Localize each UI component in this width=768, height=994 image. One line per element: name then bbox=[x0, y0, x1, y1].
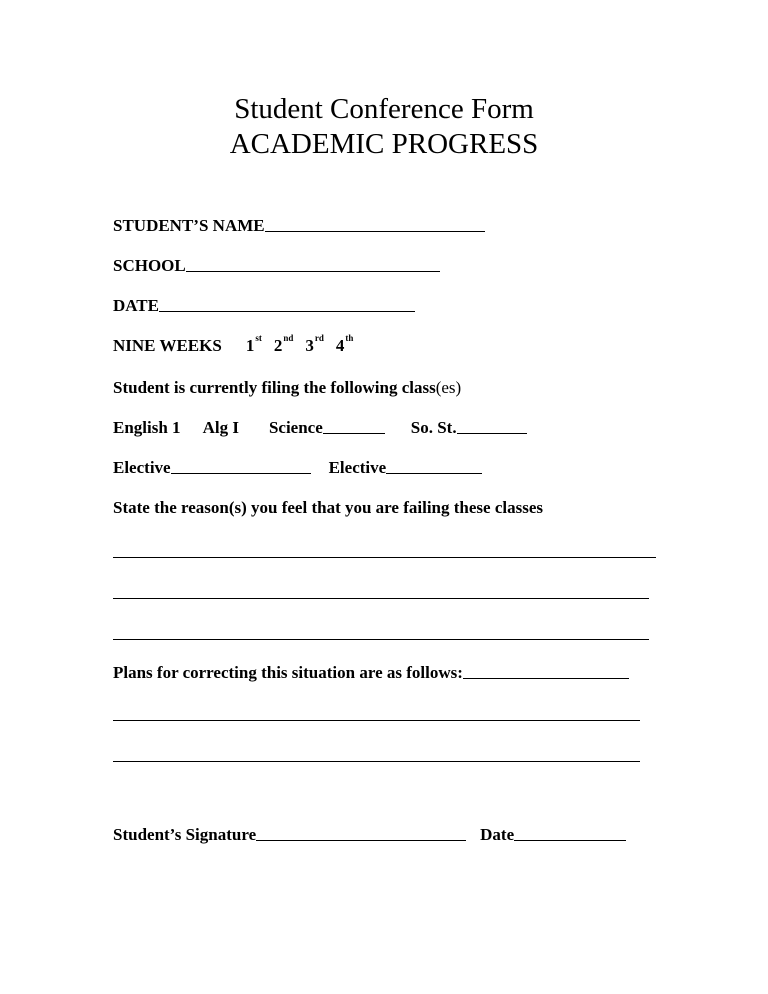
signature-date-label: Date bbox=[480, 825, 515, 844]
signature-date-field[interactable] bbox=[514, 840, 626, 841]
school-row bbox=[113, 254, 440, 276]
classes-row bbox=[113, 416, 527, 438]
class-science-label: Science bbox=[268, 418, 323, 437]
signature-row bbox=[113, 823, 626, 845]
school-field[interactable] bbox=[186, 271, 440, 272]
failing-prompt-suffix: (es) bbox=[435, 378, 462, 397]
nine-weeks-option-1[interactable]: 1 $^{st}$ bbox=[245, 333, 262, 355]
plans-prompt-text: Plans for correcting this situation are as follows: bbox=[113, 663, 463, 682]
class-so-st-label: So. St. bbox=[410, 418, 457, 437]
reasons-prompt-text: State the reason(s) you feel that you are failing these classes bbox=[113, 498, 543, 517]
form-subtitle: ACADEMIC PROGRESS bbox=[229, 128, 539, 160]
student-signature-field[interactable] bbox=[256, 840, 466, 841]
date-row bbox=[113, 294, 415, 316]
form-title: Student Conference Form bbox=[234, 93, 534, 125]
elective-1-field[interactable] bbox=[171, 473, 311, 474]
nine-weeks-label: NINE WEEKS bbox=[113, 336, 222, 355]
student-name-row bbox=[113, 214, 485, 236]
elective-1-label: Elective bbox=[113, 458, 171, 477]
nine-weeks-row bbox=[113, 334, 365, 356]
nine-weeks-option-2[interactable]: 2 $^{nd}$ bbox=[273, 333, 294, 355]
plan-line-2[interactable] bbox=[113, 761, 640, 762]
plans-field[interactable] bbox=[463, 678, 629, 679]
student-name-field[interactable] bbox=[265, 231, 485, 232]
elective-2-field[interactable] bbox=[386, 473, 482, 474]
student-name-label: STUDENT’S NAME bbox=[113, 216, 265, 235]
class-alg[interactable]: Alg I bbox=[202, 418, 239, 437]
nine-weeks-option-3[interactable]: 3 $^{rd}$ bbox=[305, 333, 324, 355]
failing-prompt bbox=[113, 376, 461, 398]
date-field[interactable] bbox=[159, 311, 415, 312]
failing-prompt-text: Student is currently filing the following class bbox=[113, 378, 436, 397]
nine-weeks-option-4[interactable]: 4 $^{th}$ bbox=[335, 333, 354, 355]
reason-line-3[interactable] bbox=[113, 639, 649, 640]
reason-line-1[interactable] bbox=[113, 557, 656, 558]
plan-line-1[interactable] bbox=[113, 720, 640, 721]
class-english[interactable]: English 1 bbox=[113, 418, 181, 437]
reason-line-2[interactable] bbox=[113, 598, 649, 599]
class-so-st-field[interactable] bbox=[457, 433, 527, 434]
reasons-prompt bbox=[113, 496, 543, 518]
elective-row bbox=[113, 456, 482, 478]
plans-prompt bbox=[113, 661, 629, 683]
school-label: SCHOOL bbox=[113, 256, 186, 275]
elective-2-label: Elective bbox=[328, 458, 387, 477]
student-signature-label: Student’s Signature bbox=[113, 825, 257, 844]
class-science-field[interactable] bbox=[323, 433, 385, 434]
date-label: DATE bbox=[113, 296, 159, 315]
